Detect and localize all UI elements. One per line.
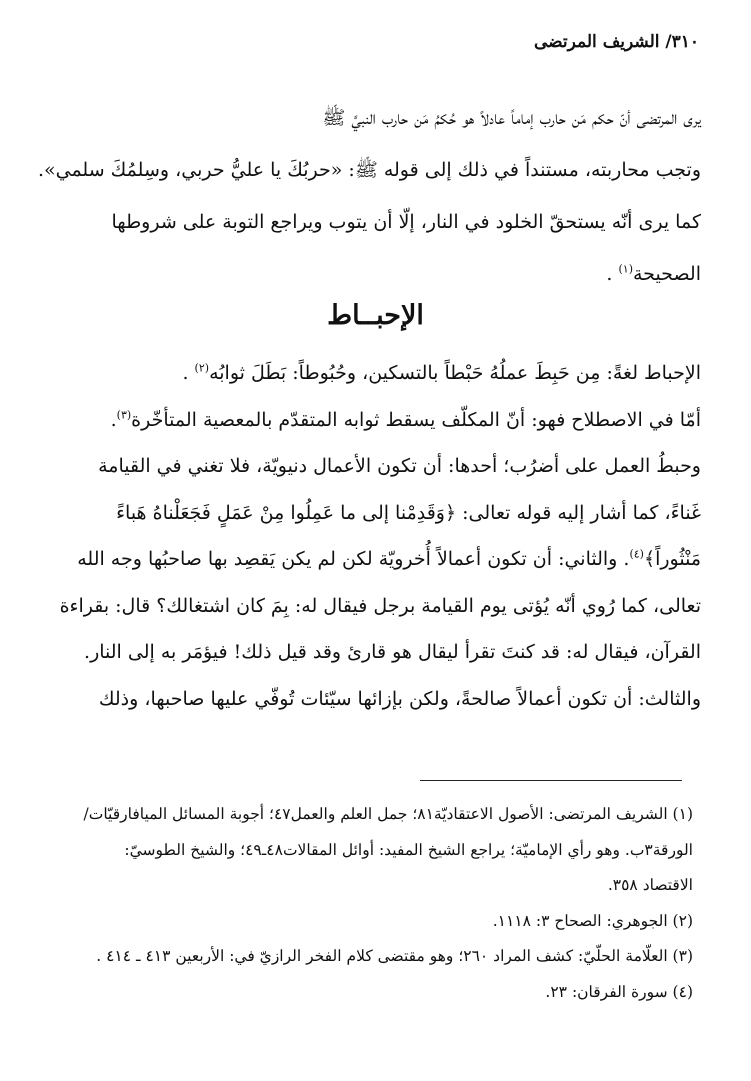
section-line-after: . xyxy=(182,362,195,384)
intro-paragraph xyxy=(37,92,701,300)
section-line xyxy=(50,629,701,676)
section-line-text: والثالث: أن تكون أعمالاً صالحةً، ولكن بإزائها سيّئات تُوفّي عليها صاحبها، وذلك xyxy=(98,687,701,710)
section-line xyxy=(50,676,701,723)
section-line xyxy=(50,350,701,397)
footnote-ref: (٣) xyxy=(116,408,132,422)
footnote-line: (١) الشريف المرتضى: الأصول الاعتقاديّة٨١؛ جمل العلم والعمل٤٧؛ أجوبة المسائل الميافارقيّات/ xyxy=(83,805,693,823)
section-line xyxy=(50,397,701,444)
section-line-text: تعالى، كما رُوي أنّه يُؤتى يوم القيامة برجل فيقال له: بِمَ كان اشتغالك؟ قال: بقراءة xyxy=(59,594,701,617)
section-body xyxy=(50,350,701,722)
intro-line: وتجب محاربته، مستنداً في ذلك إلى قوله ﷺ: «حربُكَ يا عليُّ حربي، وسِلمُكَ سلمي». xyxy=(37,159,701,181)
footnote-ref: (١) xyxy=(618,262,633,276)
section-line xyxy=(50,536,701,583)
footnote-line: الورقة٣ب. وهو رأي الإماميّة؛ يراجع الشيخ المفيد: أوائل المقالات٤٨ـ٤٩؛ والشيخ الطوسيّ: xyxy=(124,840,693,859)
section-line-text: مَنْثُوراً﴾ xyxy=(643,548,701,570)
section-heading: الإحبــاط xyxy=(327,300,424,331)
footnote-line: (٤) سورة الفرقان: ٢٣. xyxy=(545,982,693,1001)
intro-line: الصحيحة$^{(١)}$ . xyxy=(606,262,701,285)
footnote-ref: (٤) xyxy=(629,547,644,561)
section-line-text: القرآن، فيقال له: قد كنتَ تقرأ ليقال هو قارئ وقد قيل ذلك! فيؤمَر به إلى النار. xyxy=(84,641,701,663)
section-line xyxy=(50,490,701,537)
footnote-line: (٢) الجوهري: الصحاح ٣: ١١١٨. xyxy=(492,911,693,930)
section-line-text: غَناءً، كما أشار إليه قوله تعالى: ﴿وَقَدِمْنا إلى ما عَمِلُوا مِنْ عَمَلٍ فَجَعَلْناهُ هَباءً xyxy=(116,501,701,524)
intro-line: يرى المرتضى أنّ حكم مَن حارب إماماً عادلاً هو حُكمُ مَن حارب النبيَّ ﷺ xyxy=(322,107,701,129)
running-head: ٣١٠/ الشريف المرتضى xyxy=(534,32,699,52)
section-line xyxy=(50,583,701,630)
intro-line-text: الصحيحة xyxy=(633,263,701,285)
footnote-ref: (٢) xyxy=(194,361,210,375)
section-line-after: . xyxy=(110,408,117,431)
footnote-separator xyxy=(420,780,682,781)
section-line-text: أمّا في الاصطلاح فهو: أنّ المكلّف يسقط ثوابه المتقدّم بالمعصية المتأخّرة xyxy=(131,408,701,431)
section-line xyxy=(50,443,701,490)
footnote-line: (٣) العلّامة الحلّيّ: كشف المراد ٢٦٠؛ وهو مقتضى كلام الفخر الرازيّ في: الأربعين ٤١٣ ـ ٤١٤ . xyxy=(96,947,693,965)
section-line-after: . والثاني: أن تكون أعمالاً أُخرويّة لكن لم يكن يَقصِد بها صاحبُها وجه الله xyxy=(77,548,630,570)
section-line-text: وحبطُ العمل على أضرُب؛ أحدها: أن تكون الأعمال دنيويّة، فلا تغني في القيامة xyxy=(98,455,701,477)
footnotes xyxy=(52,797,693,1010)
intro-line: كما يرى أنّه يستحقّ الخلود في النار، إلّا أن يتوب ويراجع التوبة على شروطها xyxy=(111,211,701,233)
footnote-line: الاقتصاد ٣٥٨. xyxy=(607,876,693,894)
section-line-text: الإحباط لغةً: مِن حَبِطَ عملُهُ حَبْطاً بالتسكين، وحُبُوطاً: بَطَلَ ثوابُه xyxy=(209,362,701,384)
